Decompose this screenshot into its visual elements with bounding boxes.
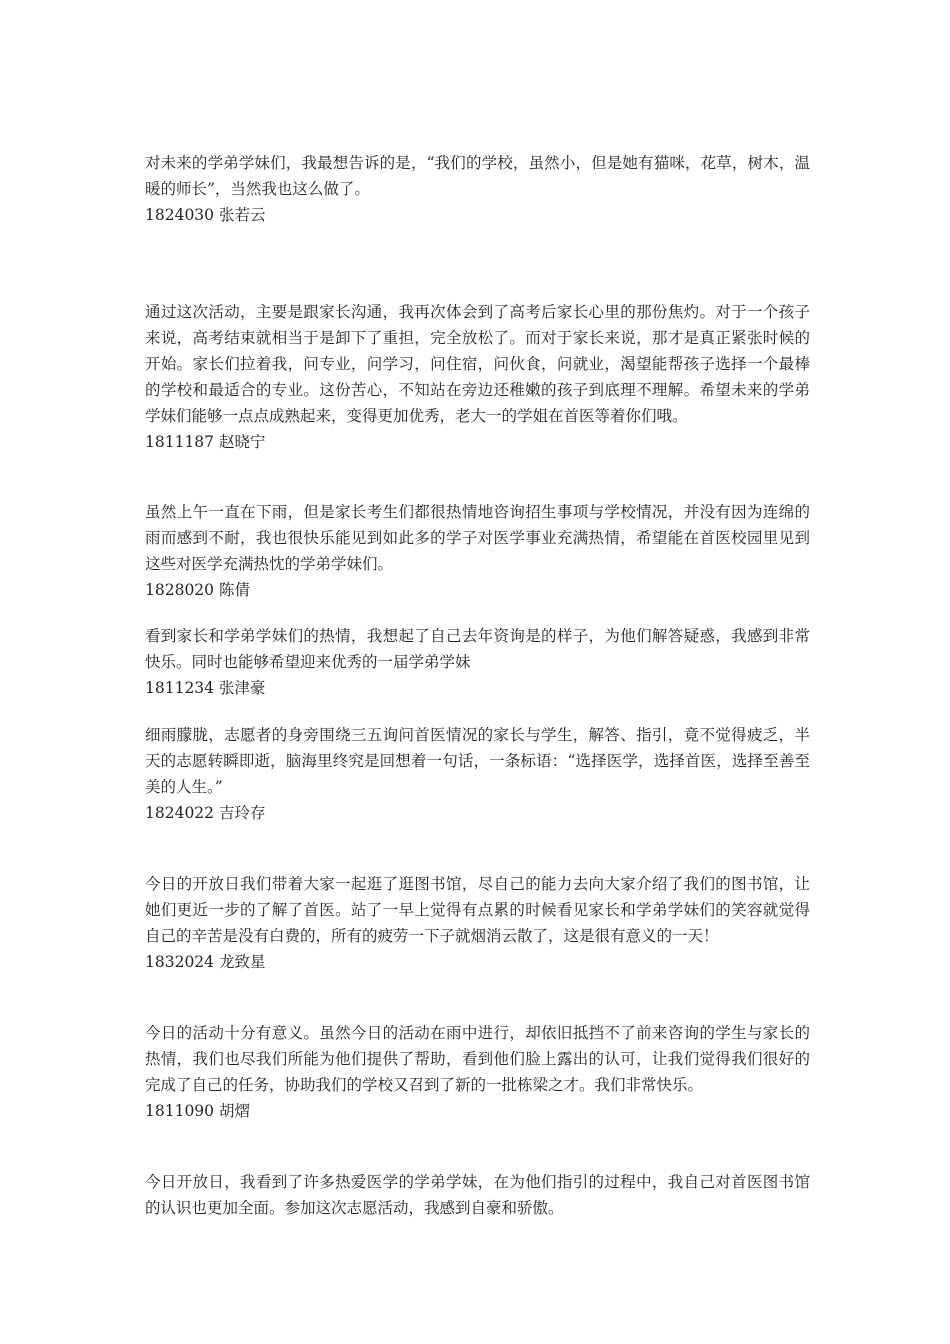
reflection-entry <box>145 871 810 975</box>
entry-author: 1811187 赵晓宁 <box>145 433 266 451</box>
entry-text: 今日开放日，我看到了许多热爱医学的学弟学妹，在为他们指引的过程中，我自己对首医图书馆的认识也更加全面。参加这次志愿活动，我感到自豪和骄傲。 <box>145 1173 810 1217</box>
entry-author: 1832024 龙致星 <box>145 953 266 971</box>
entry-text: 通过这次活动，主要是跟家长沟通，我再次体会到了高考后家长心里的那份焦灼。对于一个孩子来说，高考结束就相当于是卸下了重担，完全放松了。而对于家长来说，那才是真正紧张时候的开始。家长们拉着我，问专业，问学习，问住宿，问伙食，问就业，渴望能帮孩子选择一个最棒的学校和最适合的专业。这份苦心，不知站在旁边还稚嫩的孩子到底理不理解。希望未来的学弟学妹们能够一点点成熟起来，变得更加优秀，老大一的学姐在首医等着你们哦。 <box>145 303 810 425</box>
entry-text: 对未来的学弟学妹们，我最想告诉的是，“我们的学校，虽然小，但是她有猫咪，花草，树木，温暖的师长”，当然我也这么做了。 <box>145 154 810 198</box>
reflection-entry <box>145 623 810 701</box>
entry-text: 今日的开放日我们带着大家一起逛了逛图书馆，尽自己的能力去向大家介绍了我们的图书馆，让她们更近一步的了解了首医。站了一早上觉得有点累的时候看见家长和学弟学妹们的笑容就觉得自己的辛苦是没有白费的，所有的疲劳一下子就烟消云散了，这是很有意义的一天！ <box>145 875 810 945</box>
reflection-entry <box>145 1169 810 1221</box>
reflection-entry <box>145 1020 810 1124</box>
reflection-entry <box>145 150 810 228</box>
reflection-entry <box>145 299 810 455</box>
entry-text: 今日的活动十分有意义。虽然今日的活动在雨中进行，却依旧抵挡不了前来咨询的学生与家长的热情，我们也尽我们所能为他们提供了帮助，看到他们脸上露出的认可，让我们觉得我们很好的完成了自己的任务，协助我们的学校又召到了新的一批栋梁之才。我们非常快乐。 <box>145 1024 810 1094</box>
entry-author: 1811234 张津豪 <box>145 679 266 697</box>
entry-author: 1824022 吉玲存 <box>145 804 266 822</box>
reflection-entry <box>145 722 810 826</box>
entry-text: 虽然上午一直在下雨，但是家长考生们都很热情地咨询招生事项与学校情况，并没有因为连绵的雨而感到不耐，我也很快乐能见到如此多的学子对医学事业充满热情，希望能在首医校园里见到这些对医学充满热忱的学弟学妹们。 <box>145 503 810 573</box>
reflection-entry <box>145 499 810 603</box>
entry-author: 1811090 胡熠 <box>145 1102 250 1120</box>
entry-author: 1828020 陈倩 <box>145 581 250 599</box>
entry-text: 看到家长和学弟学妹们的热情，我想起了自己去年资询是的样子，为他们解答疑惑，我感到非常快乐。同时也能够希望迎来优秀的一届学弟学妹 <box>145 627 810 671</box>
entry-text: 细雨朦胧，志愿者的身旁围绕三五询问首医情况的家长与学生，解答、指引，竟不觉得疲乏，半天的志愿转瞬即逝，脑海里终究是回想着一句话，一条标语：“选择医学，选择首医，选择至善至美的人生。” <box>145 726 810 796</box>
entry-author: 1824030 张若云 <box>145 206 266 224</box>
